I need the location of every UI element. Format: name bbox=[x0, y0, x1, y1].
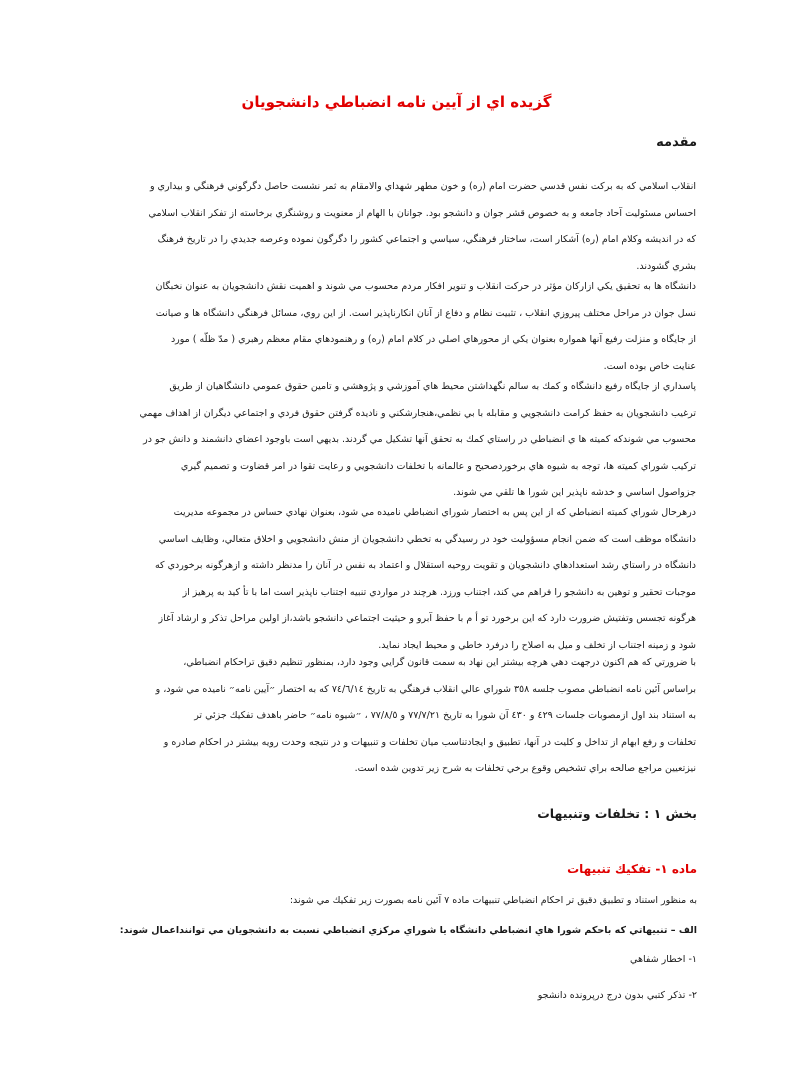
list-item: ٢- تذكر كتبي بدون درج درپرونده دانشجو bbox=[537, 990, 697, 1001]
paragraph-line: از جايگاه و منزلت رفيع آنها همواره بعنوان يكي از محورهاي اصلي در كلام امام (ره) و رهنمودهاي مقام معظم رهبري ( مدّ ظلّه ) مورد bbox=[170, 334, 696, 345]
paragraph-line: پاسداري از جايگاه رفيع دانشگاه و كمك به سالم نگهداشتن محيط هاي آموزشي و پژوهشي و تامين حقوق عمومي دانشگاهيان از طريق bbox=[169, 381, 696, 392]
paragraph-line: درهرحال شوراي كميته انضباطي كه از اين پس به اختصار شوراي انضباطي ناميده مي شود، بعنوان نهادي حساس در مجموعه مديريت bbox=[173, 507, 696, 518]
paragraph-line: دانشگاه ها به تحقيق يكي ازاركان مؤثر در حركت انقلاب و تنوير افكار مردم محسوب مي شوند و اهميت نقش دانشجويان به عنوان نخبگان bbox=[155, 281, 696, 292]
paragraph-line: ترغيب دانشجويان به حفظ كرامت دانشجويي و مقابله با بي نظمي،هنجارشكني و ناديده گرفتن حقوق فردي و اجتماعي ديگران از اهداف مهمي bbox=[139, 407, 696, 419]
paragraph-line: به استناد بند اول ازمصوبات جلسات ٤٢٩ و ٤٣٠ آن شورا به تاريخ ٧٧/٧/٢١ و ٧٧/٨/٥ ، ״شيوه نامه״ حاضر باهدف تفكيك جزئي تر bbox=[194, 710, 696, 721]
paragraph-line: نيزتعيين مراجع صالحه براي تشخيص وقوع برخي تخلفات به شرح زير تدوين شده است. bbox=[354, 763, 696, 774]
paragraph-line: دانشگاه در راستاي رشد استعدادهاي دانشجويان و تقويت روحيه استقلال و اعتماد به نفس در آنان را مدنظر داشته و ازهرگونه برخوردي كه bbox=[154, 560, 696, 571]
paragraph-line: عنايت خاص بوده است. bbox=[603, 360, 696, 372]
section-heading: بخش ١ : تخلفات وتنبيهات bbox=[537, 806, 697, 821]
paragraph-line: نسل جوان در مراحل مختلف پيروزي انقلاب ، تثبيت نظام و دفاع از آنان انكارناپذير است. از اين روي، مسائل فرهنگي دانشگاه ها و صيانت bbox=[155, 307, 696, 319]
paragraph-line: دانشگاه موظف است كه ضمن انجام مسؤوليت خود در رسيدگي به تخطي دانشجويان از منش دانشجويي و اخلاق متعالي، وظايف اساسي bbox=[158, 533, 696, 545]
paragraph-line: كه در انديشه وكلام امام (ره) آشكار است، ساختار فرهنگي، سياسي و اجتماعي كشور را دگرگون نموده وعرصه جديدي را در تاريخ فرهنگ bbox=[157, 234, 696, 245]
paragraph-line: انقلاب اسلامي كه به بركت نفس قدسي حضرت امام (ره) و خون مطهر شهداي والامقام به ثمر نشست حاصل دگرگوني فرهنگي و بيداري و bbox=[149, 181, 696, 192]
paragraph-line: تركيب شوراي كميته ها، توجه به شيوه هاي برخوردصحيح و عالمانه با تخلفات دانشجويي و رعايت تقوا در امر قضاوت و تصميم گيري bbox=[180, 460, 696, 472]
paragraph-line: براساس آئين نامه انضباطي مصوب جلسه ٣٥٨ شوراي عالي انقلاب فرهنگي به تاريخ ٧٤/٦/١٤ كه به اختصار ״آيين نامه״ ناميده مي شود، و bbox=[155, 683, 696, 695]
list-item: ١- اخطار شفاهي bbox=[630, 954, 697, 965]
paragraph-line: با ضرورتي كه هم اكنون درجهت دهي هرچه بيشتر اين نهاد به سمت قانون گرايي وجود دارد، بمنظور تنظيم دقيق تراحكام انضباطي، bbox=[183, 657, 696, 668]
intro-heading: مقدمه bbox=[656, 135, 697, 150]
paragraph-line: موجبات تحقير و توهين به دانشجو را فراهم مي كند، اجتناب ورزد. هرچند در مواردي تنبيه اجتناب ناپذير است اما با تأ كيد به پرهيز از bbox=[182, 586, 696, 598]
paragraph-line: محسوب مي شوندكه كميته ها ي انضباطي در راستاي كمك به تحقق آنها تشكيل مي گردند. بديهي است باوجود اعضاي دانشمند و دانش جو در bbox=[143, 434, 696, 445]
paragraph-line: بشري گشودند. bbox=[636, 260, 696, 272]
article-heading: ماده ١- تفكيك تنبيهات bbox=[567, 862, 697, 876]
document-title: گزيده اي از آيين نامه انضباطي دانشجويان bbox=[241, 93, 552, 111]
intro-paragraph-4 bbox=[100, 500, 696, 659]
intro-paragraph-1 bbox=[100, 174, 696, 280]
intro-paragraph-3 bbox=[100, 374, 696, 507]
intro-paragraph-2 bbox=[100, 274, 696, 380]
paragraph-line: شود و زمينه اجتناب از تخلف و ميل به اصلاح را درفرد خاطي و محيط ايجاد نمايد. bbox=[378, 639, 696, 651]
paragraph-line: تخلفات و رفع ابهام از تداخل و كليت در آنها، تطبيق و ايجادتناسب ميان تخلفات و تنبيهات و در نتيجه وحدت رويه بيشتر در احكام صادره و bbox=[163, 736, 696, 748]
article-intro: به منظور استناد و تطبيق دقيق تر احكام انضباطي تنبيهات ماده ٧ آئين نامه بصورت زير تفكيك مي شوند: bbox=[289, 895, 697, 906]
paragraph-line: جزواصول اساسي و خدشه ناپذير اين شورا ها تلقي مي شوند. bbox=[453, 487, 696, 498]
intro-paragraph-5 bbox=[100, 650, 696, 783]
clause-a: الف – تنبيهاتي كه باحكم شورا هاي انضباطي دانشگاه يا شوراي مركزي انضباطي نسبت به دانشجويان مي تواننداعمال شوند: bbox=[119, 925, 697, 936]
paragraph-line: احساس مسئوليت آحاد جامعه و به خصوص قشر جوان و دانشجو بود. جوانان با الهام از معنويت و روشنگري برخاسته از تفكر انقلاب اسلامي bbox=[148, 207, 696, 219]
paragraph-line: هرگونه تجسس وتفتيش ضرورت دارد كه اين برخورد تو أ م با حفظ آبرو و حيثيت اجتماعي دانشجو باشد،از اولين مراحل تذكر و ارشاد آغاز bbox=[158, 613, 696, 624]
